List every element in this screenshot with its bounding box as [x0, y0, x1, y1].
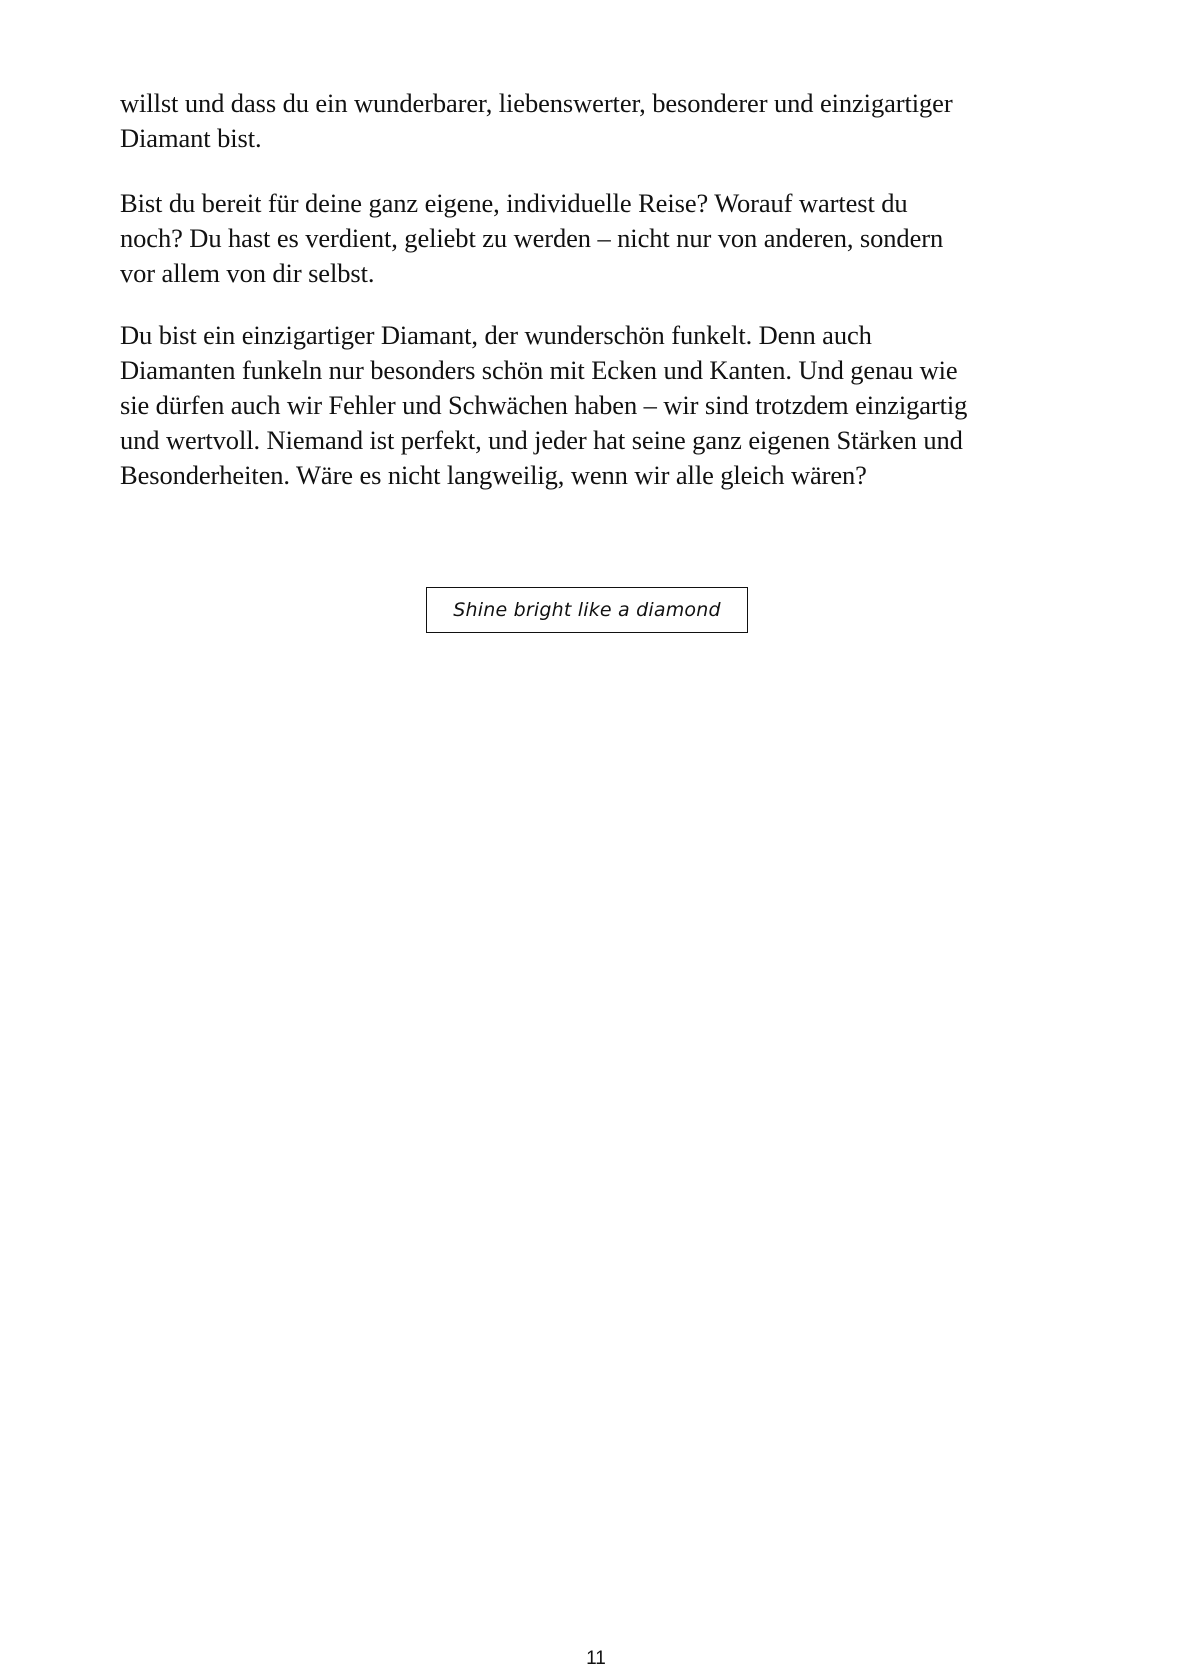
paragraph-line: Besonderheiten. Wäre es nicht langweilig, wenn wir alle gleich wären?	[120, 460, 867, 490]
paragraph-line: Diamant bist.	[120, 123, 262, 153]
paragraph-line: und wertvoll. Niemand ist perfekt, und jeder hat seine ganz eigenen Stärken und	[120, 425, 963, 455]
paragraph-line: sie dürfen auch wir Fehler und Schwächen haben – wir sind trotzdem einzigartig	[120, 390, 968, 420]
paragraph-line: willst und dass du ein wunderbarer, liebenswerter, besonderer und einzigartiger	[120, 88, 953, 118]
motto-text: Shine bright like a diamond	[453, 599, 721, 621]
paragraph-line: Bist du bereit für deine ganz eigene, individuelle Reise? Worauf wartest du	[120, 188, 908, 218]
paragraph-line: vor allem von dir selbst.	[120, 258, 375, 288]
paragraph-3	[120, 318, 1100, 493]
paragraph-2	[120, 186, 1100, 291]
page-number: 11	[586, 1648, 606, 1669]
paragraph-line: Diamanten funkeln nur besonders schön mit Ecken und Kanten. Und genau wie	[120, 355, 958, 385]
paragraph-line: noch? Du hast es verdient, geliebt zu werden – nicht nur von anderen, sondern	[120, 223, 944, 253]
paragraph-line: Du bist ein einzigartiger Diamant, der wunderschön funkelt. Denn auch	[120, 320, 872, 350]
paragraph-1	[120, 86, 1100, 156]
motto-box	[426, 587, 748, 633]
